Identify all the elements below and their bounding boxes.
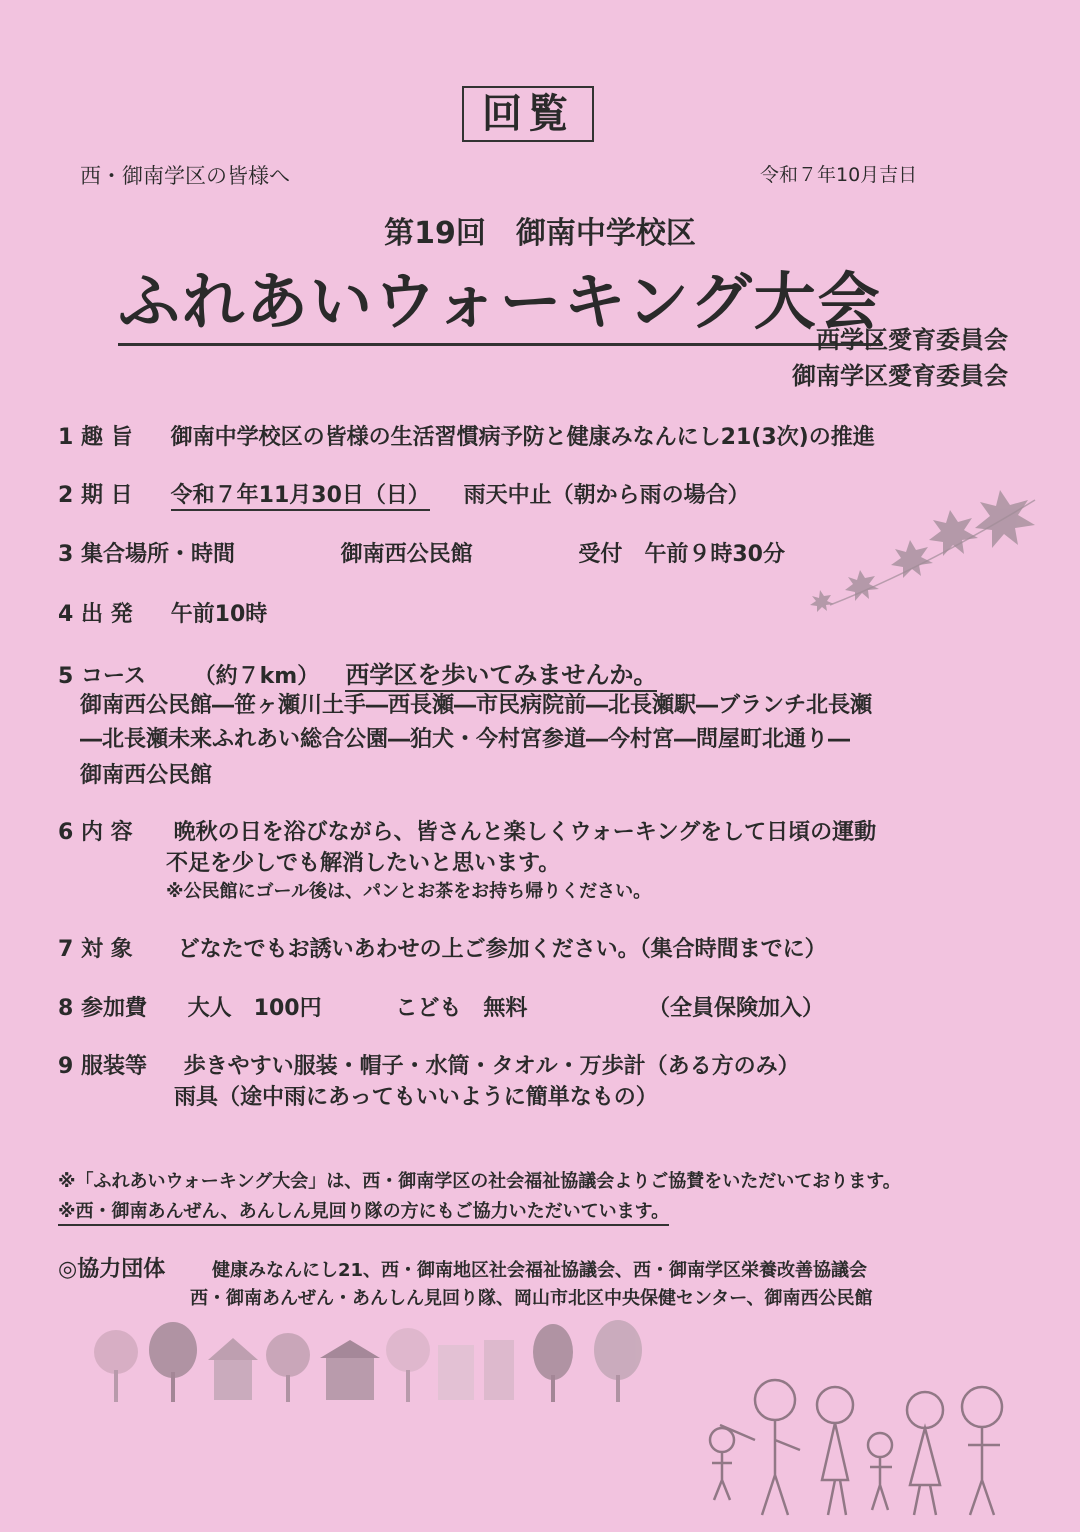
child-icon [710,1428,734,1500]
course-catch: 西学区を歩いてみませんか。 [345,661,657,692]
item-clothing [58,1049,800,1080]
departure-time: 午前10時 [170,602,268,627]
item-label: 1 趣 旨 [58,425,133,450]
maple-leaves-illustration [800,470,1060,630]
content-note: ※公民館にゴール後は、パンとお茶をお持ち帰りください。 [166,881,652,902]
woman-icon [817,1387,853,1515]
family-walking-illustration [700,1365,1040,1525]
content-line-1: 晩秋の日を浴びながら、皆さんと楽しくウォーキングをして日頃の運動 [173,820,877,845]
tree-icon [94,1330,138,1402]
clothing-line-1: 歩きやすい服装・帽子・水筒・タオル・万歩計（ある方のみ） [183,1054,800,1079]
note-sponsor: ※「ふれあいウォーキング大会」は、西・御南学区の社会福祉協議会よりご協賛をいただいております。 [58,1171,901,1192]
item-label: 8 参加費 [58,996,147,1021]
tree-icon [266,1333,310,1402]
item-label: 5 コース [58,664,146,689]
tree-icon [149,1322,197,1402]
note-patrol: ※西・御南あんぜん、あんしん見回り隊の方にもご協力いただいています。 [58,1197,669,1226]
item-label: 9 服装等 [58,1054,147,1079]
item-label: 6 内 容 [58,820,133,845]
item-label: 4 出 発 [58,602,133,627]
fee-child: こども 無料 [395,996,528,1021]
rain-policy: 雨天中止（朝から雨の場合） [463,483,750,508]
item-target [58,932,827,963]
tree-icon [594,1320,642,1402]
item-course [58,655,657,690]
grandpa-icon [962,1387,1002,1515]
item-label: 7 対 象 [58,937,133,962]
cooperation-line-1: 健康みなんにし21、西・御南地区社会福祉協議会、西・御南学区栄養改善協議会 [212,1260,868,1281]
cooperation-line-2: 西・御南あんぜん・あんしん見回り隊、岡山市北区中央保健センター、御南西公民館 [190,1288,873,1309]
item-label: 2 期 日 [58,483,133,508]
item-purpose [58,420,875,451]
fee-insurance: （全員保険加入） [648,996,825,1021]
event-title: ふれあいウォーキング大会 [118,252,882,346]
event-date: 令和７年11月30日（日） [171,483,430,511]
tree-icon [533,1324,573,1402]
route-line-3: 御南西公民館 [80,763,213,788]
house-icon [320,1340,380,1400]
grandma-icon [907,1392,943,1515]
house-icon [208,1338,258,1400]
item-date [58,478,750,509]
organizer-1: 西学区愛育委員会 [816,326,1008,354]
clothing-line-2: 雨具（途中雨にあってもいいように簡単なもの） [174,1085,658,1110]
issue-date: 令和７年10月吉日 [760,164,918,186]
kairan-box: 回覧 [462,86,594,142]
item-fee [58,991,824,1022]
content-line-2: 不足を少しでも解消したいと思います。 [166,851,561,876]
child-icon [868,1433,892,1510]
item-place [58,537,785,568]
target-text: どなたでもお誘いあわせの上ご参加ください。（集合時間までに） [177,937,827,962]
item-text: 御南中学校区の皆様の生活習慣病予防と健康みなんにし21(3次)の推進 [170,425,875,450]
item-label: 3 集合場所・時間 [58,542,235,567]
course-distance: （約７km） [193,664,320,689]
addressee: 西・御南学区の皆様へ [80,164,290,188]
fee-adult: 大人 100円 [187,996,322,1021]
event-subtitle: 第19回 御南中学校区 [384,216,696,251]
cooperation-label: ◎協力団体 [58,1257,166,1282]
house-icon [438,1340,514,1400]
item-departure [58,597,267,628]
item-content [58,815,876,846]
route-line-1: 御南西公民館―笹ヶ瀬川土手―西長瀬―市民病院前―北長瀬駅―ブランチ北長瀬 [80,693,873,718]
reception-time: 受付 午前９時30分 [578,542,785,567]
route-line-2: ―北長瀬未来ふれあい総合公園―狛犬・今村宮参道―今村宮―問屋町北通り― [80,727,851,752]
tree-icon [386,1328,430,1402]
town-illustration [88,1320,648,1410]
organizer-2: 御南学区愛育委員会 [792,362,1008,390]
venue: 御南西公民館 [340,542,473,567]
